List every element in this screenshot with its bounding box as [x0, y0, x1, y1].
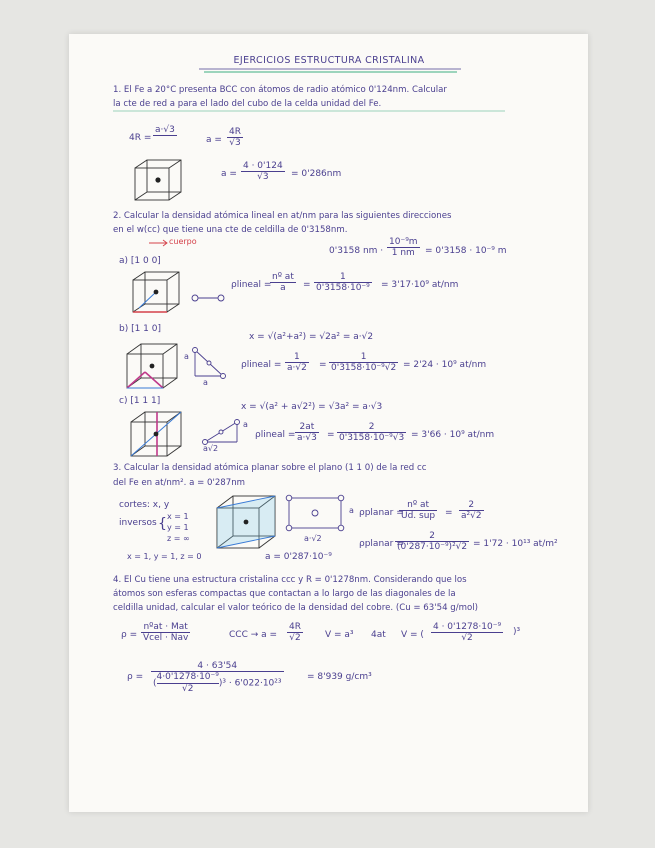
ex4-statement-line1: 4. El Cu tiene una estructura cristalina ccc y R = 0'1278nm. Considerando que los	[113, 575, 467, 585]
ex1-eq3-fraction: $\frac{4 \cdot 0'124}{√3}$	[243, 161, 283, 183]
ex2b-equals: =	[319, 360, 327, 370]
ex3-a-value: a = 0'287·10⁻⁹	[265, 552, 332, 562]
ex2-note-cuerpo: cuerpo	[169, 237, 197, 246]
ex2c-lhs: ρlineal =	[255, 430, 296, 440]
ex2c-equals: =	[327, 430, 335, 440]
ex1-eq3-lhs: a =	[221, 169, 237, 179]
ex4-v2-rhs: )³	[513, 627, 521, 637]
ex3-p2-fraction: $\frac{2}{\text{(0'287·10⁻⁹)²√2}}$	[397, 531, 468, 553]
ex3-cube-plane-diagram	[215, 494, 277, 550]
ex4-v2-lhs: V = (	[401, 630, 424, 640]
ex2a-equals: =	[303, 280, 311, 290]
ex4-result-lhs: ρ =	[127, 672, 144, 682]
ex1-eq1-lhs: 4R =	[129, 133, 152, 143]
ex1-eq1-fraction: a·√3	[155, 125, 175, 135]
ex1-bcc-cube-diagram	[133, 158, 185, 204]
ex2c-fraction2: $\frac{2}{\text{0'3158·10⁻⁹√3}}$	[339, 422, 405, 444]
ex2b-diagonal: x = √(a²+a²) = √2a² = a·√2	[249, 332, 374, 342]
ex3-p1-lhs: ρplanar =	[359, 508, 404, 518]
ex2-conversion-result: = 0'3158 · 10⁻⁹ m	[425, 246, 507, 256]
page-title: EJERCICIOS ESTRUCTURA CRISTALINA	[233, 55, 425, 66]
ex1-highlight	[113, 110, 505, 114]
ex2c-direction-label: c) [1 1 1]	[119, 396, 161, 406]
ex3-p1-fraction1: nº at Ud. sup	[401, 500, 436, 522]
ex2-statement-line1: 2. Calcular la densidad atómica lineal en at/nm para las siguientes direcciones	[113, 211, 452, 221]
ex2b-side-a1: a	[184, 352, 189, 361]
ex1-statement-line1: 1. El Fe a 20°C presenta BCC con átomos de radio atómico 0'124nm. Calcular	[113, 85, 447, 95]
ex2a-result: = 3'17·10⁹ at/nm	[381, 280, 459, 290]
ex3-p2-lhs: ρplanar =	[359, 539, 404, 549]
ex2c-result: = 3'66 · 10⁹ at/nm	[411, 430, 495, 440]
ex2c-side-a-sqrt2: a√2	[203, 444, 219, 453]
ex4-statement-line3: celdilla unidad, calcular el valor teórico de la densidad del cobre. (Cu = 63'54 g/mol)	[113, 603, 478, 613]
ex3-side-a-sqrt2: a·√2	[304, 534, 322, 543]
ex2a-fraction1: $\frac{\text{nº at}}{a}$	[272, 272, 294, 294]
ex2b-lhs: ρlineal =	[241, 360, 282, 370]
ex1-statement-line2: la cte de red a para el lado del cubo de la celda unidad del Fe.	[113, 99, 382, 109]
ex3-brace: {	[158, 516, 167, 532]
ex2a-direction-label: a) [1 0 0]	[119, 256, 161, 266]
ex3-inversos-label: inversos	[119, 518, 157, 528]
ex4-statement-line2: átomos son esferas compactas que contactan a lo largo de las diagonales de la	[113, 589, 456, 599]
ex2b-cube-diagram	[125, 342, 183, 390]
ex3-p2-result: = 1'72 · 10¹³ at/m²	[473, 539, 558, 549]
ex3-inverse-x: x = 1	[167, 512, 189, 521]
ex1-eq2-lhs: a =	[206, 135, 222, 145]
ex3-inverse-z: z = ∞	[167, 534, 190, 543]
notebook-page	[69, 34, 588, 812]
ex2b-triangle-diagram	[191, 346, 229, 382]
ex3-plane-rect-diagram	[285, 494, 347, 534]
ex2b-side-a2: a	[203, 378, 208, 387]
ex2b-fraction2: $\frac{1}{\text{0'3158·10⁻⁹√2}}$	[331, 352, 397, 374]
ex2-conversion-fraction: $\frac{\text{10⁻⁹m}}{1 nm}$	[389, 237, 418, 259]
ex4-ccc-fraction: $\frac{4R}{√2}$	[289, 622, 301, 644]
ex4-rho-lhs: ρ =	[121, 630, 138, 640]
ex3-p1-equals: =	[445, 508, 453, 518]
ex2c-side-a: a	[243, 420, 248, 429]
ex2c-diagonal: x = √(a² + a√2²) = √3a² = a·√3	[241, 402, 383, 412]
ex4-volume: V = a³	[325, 630, 354, 640]
ex3-statement-line2: del Fe en at/nm². a = 0'287nm	[113, 478, 246, 488]
title-underline	[199, 68, 461, 78]
ex3-inverse-y: y = 1	[167, 523, 189, 532]
ex2a-cube-diagram	[131, 270, 185, 316]
ex3-statement-line1: 3. Calcular la densidad atómica planar sobre el plano (1 1 0) de la red cc	[113, 463, 427, 473]
ex2a-atoms-line	[191, 293, 225, 303]
ex4-rho-fraction: nºat · Mat Vcel · Nav	[143, 622, 189, 644]
ex2-cuerpo-arrow	[149, 238, 171, 248]
ex2-conversion-lhs: 0'3158 nm ·	[329, 246, 384, 256]
ex4-result-fraction: 4 · 63'54 ( $\frac{\text{4·0'1278·10⁻⁹}}{√2}$ )³ · 6'022·10²³	[153, 661, 282, 694]
ex1-eq2-fraction: $\frac{4R}{√3}$	[229, 127, 241, 149]
ex4-ccc-lhs: CCC → a =	[229, 630, 278, 640]
ex2a-fraction2: $\frac{1}{\text{0'3158·10⁻⁹}}$	[316, 272, 370, 294]
ex4-v2-fraction: $\frac{\text{4 · 0'1278·10⁻⁹}}{√2}$	[433, 622, 502, 644]
ex2c-cube-diagram	[129, 410, 185, 458]
ex2-statement-line2: en el w(cc) que tiene una cte de celdilla de 0'3158nm.	[113, 225, 348, 235]
ex1-result: = 0'286nm	[291, 169, 342, 179]
ex2b-direction-label: b) [1 1 0]	[119, 324, 162, 334]
ex3-p1-fraction2: $\frac{2}{\text{a²√2}}$	[461, 500, 482, 522]
ex2b-result: = 2'24 · 10⁹ at/nm	[403, 360, 487, 370]
ex2a-lhs: ρlineal =	[231, 280, 272, 290]
ex4-final-result: = 8'939 g/cm³	[307, 672, 372, 682]
ex2b-fraction1: $\frac{1}{a\cdot√2}$	[287, 352, 307, 374]
ex4-atoms: 4at	[371, 630, 386, 640]
ex2c-fraction1: $\frac{2at}{a\cdot√3}$	[297, 422, 317, 444]
ex3-miller-xyz: x = 1, y = 1, z = 0	[127, 552, 202, 561]
ex3-cortes: cortes: x, y	[119, 500, 170, 510]
ex3-side-a: a	[349, 506, 354, 515]
